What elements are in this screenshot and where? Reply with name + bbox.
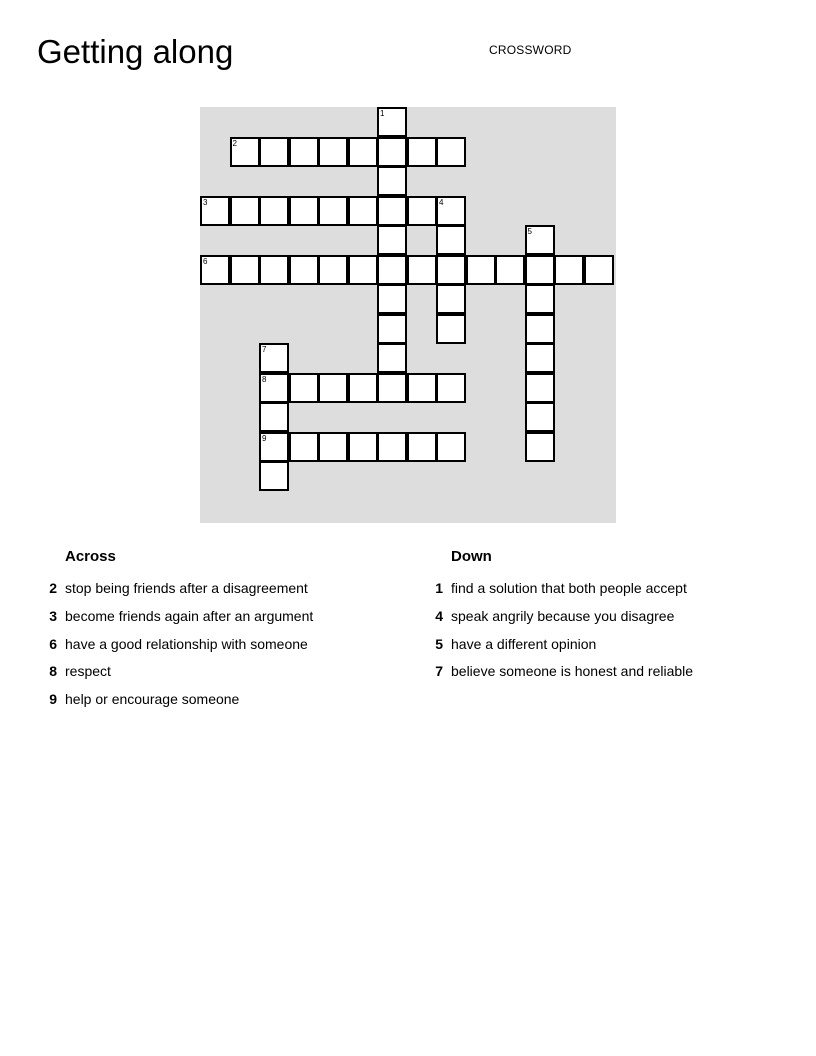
grid-cell[interactable] — [318, 196, 348, 226]
grid-cell[interactable] — [407, 432, 437, 462]
grid-cell[interactable] — [525, 284, 555, 314]
grid-cell[interactable] — [436, 314, 466, 344]
grid-cell[interactable] — [466, 255, 496, 285]
grid-cell[interactable] — [525, 255, 555, 285]
grid-cell[interactable] — [407, 373, 437, 403]
grid-cell[interactable] — [259, 255, 289, 285]
clue-text: have a different opinion — [451, 635, 597, 652]
grid-cell[interactable] — [525, 314, 555, 344]
grid-cell[interactable] — [348, 137, 378, 167]
grid-cell[interactable] — [525, 343, 555, 373]
grid-cell[interactable] — [318, 137, 348, 167]
down-heading: Down — [451, 548, 492, 565]
clue-text: stop being friends after a disagreement — [65, 580, 308, 596]
grid-cell[interactable] — [259, 137, 289, 167]
crossword-grid — [200, 107, 616, 523]
grid-cell[interactable] — [377, 432, 407, 462]
clue-text: speak angrily because you disagree — [451, 607, 675, 624]
grid-cell[interactable] — [377, 255, 407, 285]
grid-cell[interactable] — [407, 196, 437, 226]
clue-number: 2 — [49, 580, 57, 596]
clue-number: 7 — [262, 345, 267, 354]
clue-number: 4 — [439, 197, 444, 207]
clue-text: believe someone is honest and reliable — [451, 663, 694, 680]
grid-cell[interactable] — [584, 255, 614, 285]
page-title: Getting along — [37, 33, 234, 70]
grid-cell[interactable] — [436, 373, 466, 403]
grid-cell[interactable] — [525, 402, 555, 432]
grid-cell[interactable] — [525, 225, 555, 255]
grid-cell[interactable] — [436, 225, 466, 255]
grid-cell[interactable] — [436, 432, 466, 462]
clue-number: 5 — [435, 635, 443, 652]
clue-number: 6 — [49, 635, 57, 652]
grid-cell[interactable] — [436, 196, 466, 226]
across-heading: Across — [65, 548, 116, 565]
grid-cell[interactable] — [525, 432, 555, 462]
grid-cell[interactable] — [348, 373, 378, 403]
clue-number: 1 — [435, 580, 443, 596]
grid-cell[interactable] — [377, 166, 407, 196]
grid-cell[interactable] — [348, 432, 378, 462]
clue-number: 3 — [49, 607, 57, 624]
clue-text: become friends again after an argument — [65, 607, 314, 624]
grid-cell[interactable] — [348, 255, 378, 285]
clue-number: 3 — [203, 197, 208, 207]
clue-number: 5 — [527, 227, 532, 236]
grid-cell[interactable] — [230, 196, 260, 226]
clue-number: 8 — [262, 374, 267, 384]
grid-cell[interactable] — [259, 402, 289, 432]
page-subtitle: CROSSWORD — [489, 43, 572, 57]
clue-number: 6 — [203, 256, 208, 266]
clue-number: 2 — [232, 138, 237, 148]
grid-cell[interactable] — [289, 373, 319, 403]
grid-cell[interactable] — [230, 137, 260, 167]
grid-cell[interactable] — [377, 137, 407, 167]
grid-cell[interactable] — [407, 255, 437, 285]
clue-number: 8 — [49, 663, 57, 680]
clue-number: 7 — [435, 663, 443, 680]
grid-cell[interactable] — [377, 373, 407, 403]
clue-number: 9 — [49, 691, 57, 708]
grid-cell[interactable] — [259, 461, 289, 491]
clue-text: find a solution that both people accept — [451, 580, 687, 596]
grid-cell[interactable] — [259, 343, 289, 373]
grid-cell[interactable] — [200, 255, 230, 285]
grid-cell[interactable] — [200, 196, 230, 226]
grid-cell[interactable] — [525, 373, 555, 403]
grid-cell[interactable] — [377, 196, 407, 226]
grid-cell[interactable] — [289, 255, 319, 285]
grid-cell[interactable] — [377, 107, 407, 137]
clue-number: 9 — [262, 433, 267, 443]
clue-text: have a good relationship with someone — [65, 635, 308, 652]
grid-cell[interactable] — [436, 137, 466, 167]
grid-cell[interactable] — [259, 196, 289, 226]
grid-cell[interactable] — [377, 225, 407, 255]
grid-cell[interactable] — [348, 196, 378, 226]
grid-cell[interactable] — [230, 255, 260, 285]
grid-cell[interactable] — [318, 432, 348, 462]
grid-cell[interactable] — [289, 196, 319, 226]
grid-cell[interactable] — [407, 137, 437, 167]
grid-cell[interactable] — [377, 314, 407, 344]
grid-cell[interactable] — [318, 255, 348, 285]
grid-cell[interactable] — [495, 255, 525, 285]
grid-cell[interactable] — [554, 255, 584, 285]
grid-cell[interactable] — [289, 137, 319, 167]
clue-text: help or encourage someone — [65, 691, 240, 708]
grid-cell[interactable] — [436, 284, 466, 314]
grid-cell[interactable] — [259, 373, 289, 403]
grid-cell[interactable] — [436, 255, 466, 285]
clue-number: 1 — [380, 109, 385, 118]
clue-text: respect — [65, 663, 111, 680]
grid-cell[interactable] — [289, 432, 319, 462]
grid-cell[interactable] — [318, 373, 348, 403]
grid-cell[interactable] — [377, 343, 407, 373]
clue-number: 4 — [435, 607, 443, 624]
grid-cell[interactable] — [259, 432, 289, 462]
grid-cell[interactable] — [377, 284, 407, 314]
